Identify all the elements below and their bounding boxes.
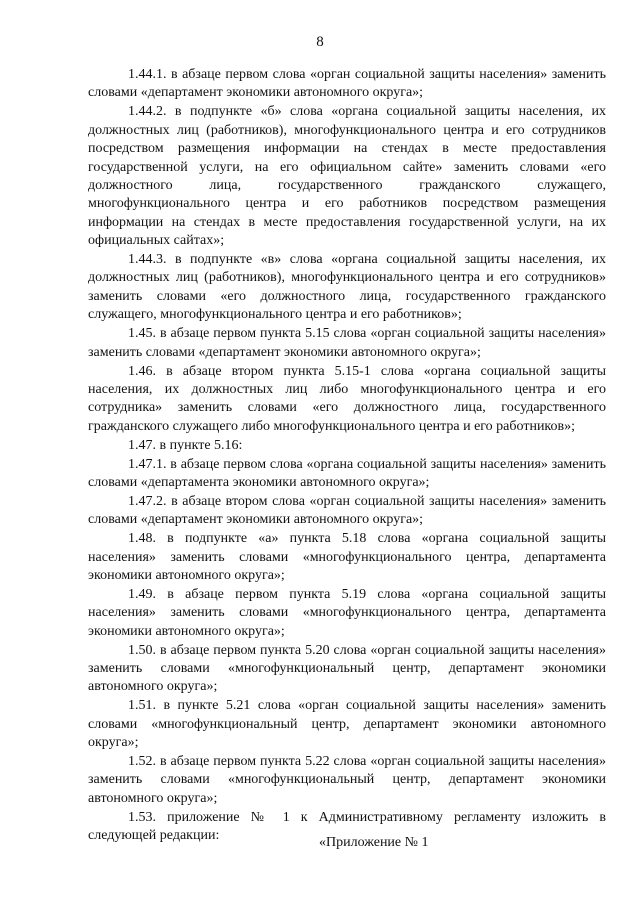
paragraph-1-46: 1.46. в абзаце втором пункта 5.15-1 слова «органа социальной защиты населения, их должностных лиц либо многофункционального центра и его сотрудника» заменить словами «его должностного лица, государственного гражданского служащего либо многофункционального центра и его работников»; (88, 363, 606, 434)
paragraph-1-53: 1.53. приложение № 1 к Административному регламенту изложить в следующей редакции: (88, 809, 606, 844)
appendix-heading: «Приложение № 1 (319, 835, 429, 850)
paragraph-1-52: 1.52. в абзаце первом пункта 5.22 слова «орган социальной защиты населения» заменить словами «многофункциональный центр, департамент экономики автономного округа»; (88, 754, 606, 806)
paragraph-1-47: 1.47. в пункте 5.16: (128, 437, 243, 453)
paragraph-1-48: 1.48. в подпункте «а» пункта 5.18 слова «органа социальной защиты населения» заменить словами «многофункционального центра, департамента экономики автономного округа»; (88, 531, 606, 583)
paragraph-1-44-1: 1.44.1. в абзаце первом слова «орган социальной защиты населения» заменить словами «департамент экономики автономного округа»; (88, 67, 606, 101)
paragraph-1-47-1: 1.47.1. в абзаце первом слова «органа социальной защиты населения» заменить словами «департамента экономики автономного округа»; (88, 456, 606, 490)
paragraph-1-50: 1.50. в абзаце первом пункта 5.20 слова «орган социальной защиты населения» заменить словами «многофункциональный центр, департамент экономики автономного округа»; (88, 642, 606, 695)
paragraph-1-45: 1.45. в абзаце первом пункта 5.15 слова «орган социальной защиты населения» заменить словами «департамент экономики автономного округа»; (88, 326, 606, 360)
document-body (88, 66, 606, 846)
paragraph-1-44-3: 1.44.3. в подпункте «в» слова «органа социальной защиты населения, их должностных лиц (работников), многофункционального центра и его сотрудников» заменить словами «его должностного лица, государственного гражданского служащего, многофункционального центра и его работников»; (88, 252, 606, 323)
paragraph-1-44-2: 1.44.2. в подпункте «б» слова «органа социальной защиты населения, их должностных лиц (работников), многофункционального центра и его сотрудников посредством размещения информации на стендах в месте предоставления государственной услуги, на его официальном сайте» заменить словами «его должностного лица, государственного гражданского служащего, многофункционального центра и его работников посредством размещения информации на стендах в месте предоставления государственной услуги, на их официальных сайтах»; (88, 104, 606, 249)
paragraph-1-51: 1.51. в пункте 5.21 слова «орган социальной защиты населения» заменить словами «многофункциональный центр, департамент экономики автономного округа»; (88, 698, 606, 751)
paragraph-1-47-2: 1.47.2. в абзаце втором слова «орган социальной защиты населения» заменить словами «департамент экономики автономного округа»; (88, 493, 606, 528)
paragraph-1-49: 1.49. в абзаце первом пункта 5.19 слова «органа социальной защиты населения» заменить словами «многофункционального центра, департамента экономики автономного округа»; (88, 586, 606, 639)
page-number: 8 (316, 34, 324, 50)
